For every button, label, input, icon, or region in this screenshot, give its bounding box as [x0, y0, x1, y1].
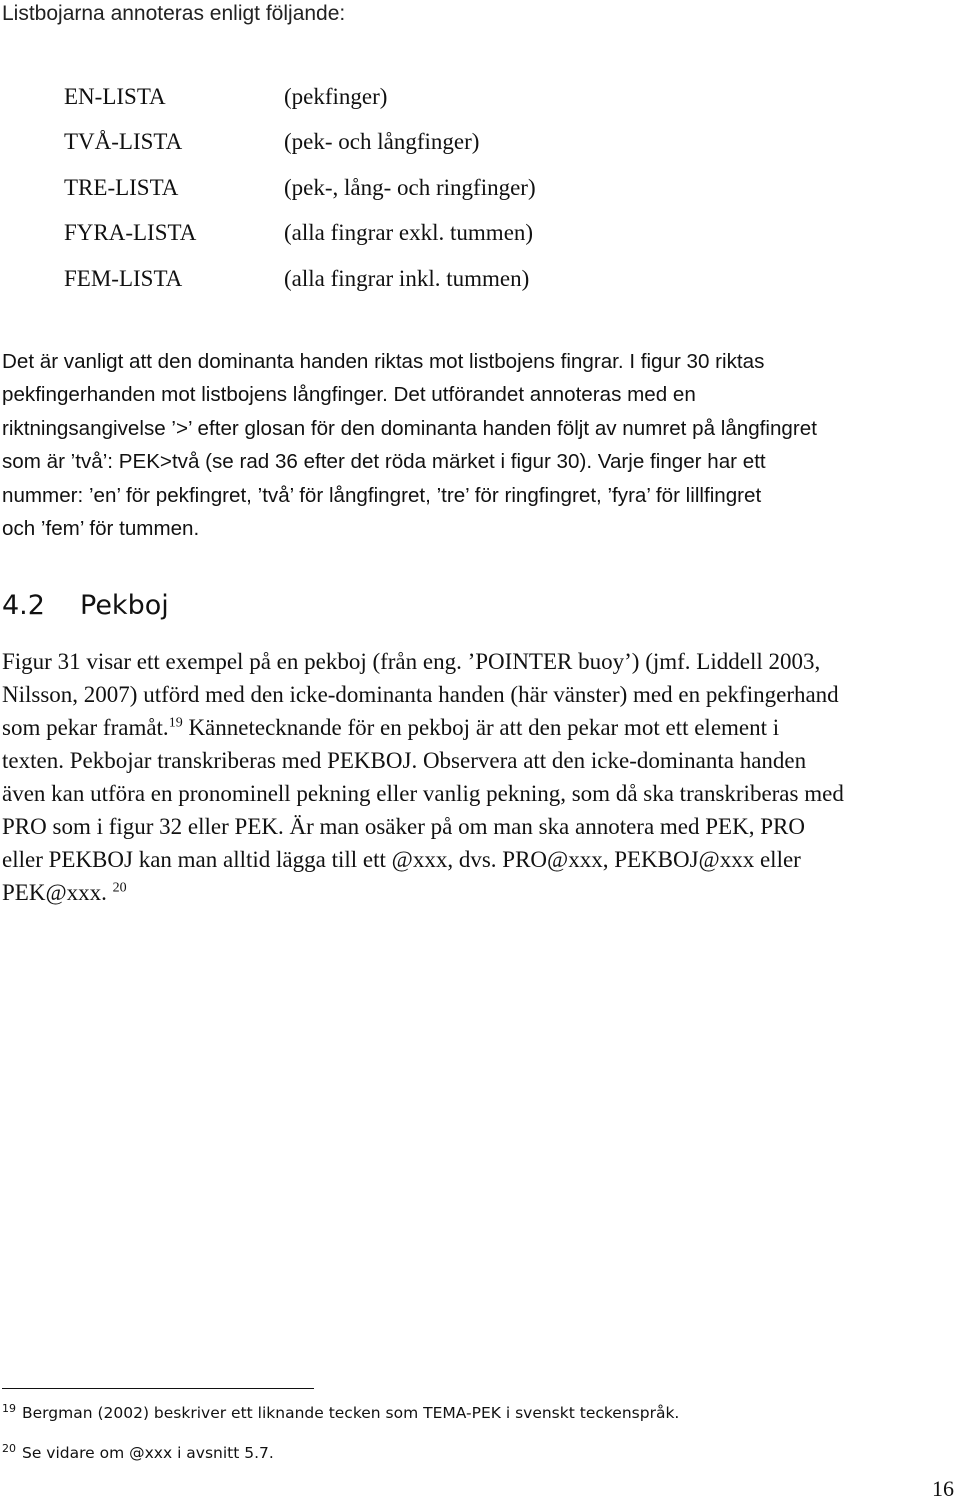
paragraph-line [2, 876, 954, 909]
list-row [64, 165, 536, 211]
list-row [64, 256, 536, 302]
list-row [64, 211, 536, 257]
section-title: Pekboj [80, 590, 169, 621]
paragraph-line: PRO som i figur 32 eller PEK. Är man osäker på om man ska annotera med PEK, PRO [2, 814, 805, 839]
paragraph-line: som är ’två’: PEK>två (se rad 36 efter det röda märket i figur 30). Varje finger har ett [2, 450, 766, 474]
paragraph-line: eller PEKBOJ kan man alltid lägga till ett @xxx, dvs. PRO@xxx, PEKBOJ@xxx eller [2, 847, 801, 872]
paragraph-line: och ’fem’ för tummen. [2, 517, 200, 541]
section-number: 4.2 [2, 590, 45, 621]
list-description: (pek-, lång- och ringfinger) [284, 174, 536, 200]
list-description: (alla fingrar inkl. tummen) [284, 265, 530, 291]
list-name: FEM-LISTA [64, 265, 183, 291]
paragraph-text: Kännetecknande för en pekboj är att den pekar mot ett element i [182, 715, 780, 740]
footnote-number: 20 [2, 1441, 16, 1455]
paragraph-line: Det är vanligt att den dominanta handen riktas mot listbojens fingrar. I figur 30 riktas [2, 350, 765, 373]
list-buoy-table [64, 74, 536, 302]
footnote-number: 19 [2, 1401, 16, 1415]
list-name: TRE-LISTA [64, 174, 179, 200]
paragraph-line [2, 711, 954, 744]
intro-text: Listbojarna annoteras enligt följande: [2, 2, 346, 25]
paragraph-line: riktningsangivelse ’>’ efter glosan för den dominanta handen följt av numret på långfingret [2, 416, 817, 440]
footnote-20 [2, 1441, 274, 1462]
paragraph-line: nummer: ’en’ för pekfingret, ’två’ för långfingret, ’tre’ för ringfingret, ’fyra’ för lillfingret [2, 483, 762, 507]
footnote-text: Se vidare om @xxx i avsnitt 5.7. [22, 1444, 274, 1462]
paragraph-text: som pekar framåt. [2, 715, 169, 740]
list-name: EN-LISTA [64, 83, 166, 109]
list-description: (pek- och långfinger) [284, 129, 480, 155]
footnote-19 [2, 1401, 680, 1422]
paragraph-line: Figur 31 visar ett exempel på en pekboj (från eng. ’POINTER buoy’) (jmf. Liddell 2003, [2, 649, 821, 674]
paragraph-dominant-hand [2, 345, 954, 545]
page-number: 16 [932, 1476, 954, 1501]
footnote-ref-20[interactable]: 20 [112, 880, 127, 896]
paragraph-text: PEK@xxx. [2, 880, 107, 905]
footnote-ref-19[interactable]: 19 [168, 715, 183, 731]
list-description: (alla fingrar exkl. tummen) [284, 220, 534, 246]
paragraph-pekboj [2, 645, 954, 909]
paragraph-line: även kan utföra en pronominell pekning eller vanlig pekning, som då ska transkriberas med [2, 781, 844, 806]
footnote-divider [2, 1388, 314, 1389]
section-heading [2, 590, 169, 621]
list-name: TVÅ-LISTA [64, 129, 183, 155]
list-name: FYRA-LISTA [64, 220, 197, 246]
paragraph-line: Nilsson, 2007) utförd med den icke-dominanta handen (här vänster) med en pekfingerhand [2, 682, 839, 707]
footnote-text: Bergman (2002) beskriver ett liknande tecken som TEMA-PEK i svenskt teckenspråk. [22, 1404, 680, 1422]
list-description: (pekfinger) [284, 83, 388, 109]
list-row [64, 120, 536, 166]
paragraph-line: pekfingerhanden mot listbojens långfinger. Det utförandet annoteras med en [2, 383, 696, 407]
paragraph-line: texten. Pekbojar transkriberas med PEKBOJ. Observera att den icke-dominanta handen [2, 748, 807, 773]
list-row [64, 74, 536, 120]
